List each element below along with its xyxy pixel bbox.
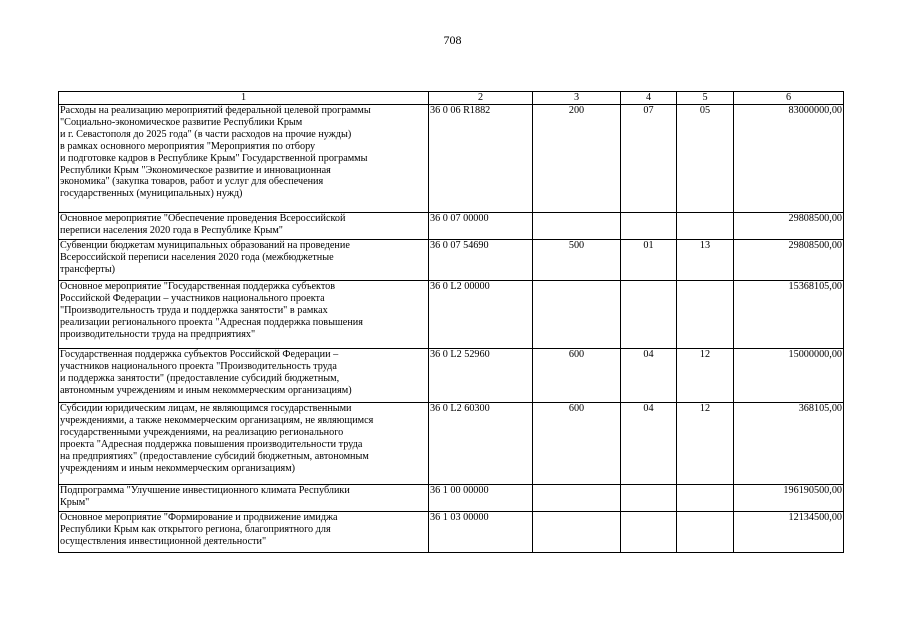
table-row	[59, 240, 844, 281]
page-number: 708	[443, 33, 462, 47]
expense-type	[533, 485, 621, 512]
column-header: 2	[429, 92, 533, 105]
table-row	[59, 485, 844, 512]
row-description: Основное мероприятие "Государственная поддержка субъектов Российской Федерации – участников национального проекта "Производительность труда и поддержка занятости" в рамках реализации регионального проекта "Адресная поддержка повышения производительности труда на предприятиях"	[59, 281, 429, 349]
row-description: Государственная поддержка субъектов Российской Федерации – участников национального проекта "Производительность труда и поддержка занятости" (предоставление субсидий бюджетным, автономным учреждениям и иным некоммерческим организациям)	[59, 349, 429, 403]
subsection: 12	[677, 349, 734, 403]
section	[621, 485, 677, 512]
column-header: 3	[533, 92, 621, 105]
column-header: 4	[621, 92, 677, 105]
amount: 196190500,00	[734, 485, 844, 512]
table-row	[59, 403, 844, 485]
expense-type: 600	[533, 349, 621, 403]
expense-type: 500	[533, 240, 621, 281]
subsection: 05	[677, 105, 734, 213]
table-row	[59, 349, 844, 403]
row-description: Субвенции бюджетам муниципальных образований на проведение Всероссийской переписи населения 2020 года (межбюджетные трансферты)	[59, 240, 429, 281]
section: 07	[621, 105, 677, 213]
expense-type: 200	[533, 105, 621, 213]
amount: 29808500,00	[734, 213, 844, 240]
amount: 15000000,00	[734, 349, 844, 403]
expense-type: 600	[533, 403, 621, 485]
column-header: 6	[734, 92, 844, 105]
amount: 15368105,00	[734, 281, 844, 349]
target-code: 36 0 06 R1882	[429, 105, 533, 213]
section: 04	[621, 349, 677, 403]
column-header: 1	[59, 92, 429, 105]
target-code: 36 1 00 00000	[429, 485, 533, 512]
amount: 368105,00	[734, 403, 844, 485]
row-description: Основное мероприятие "Обеспечение проведения Всероссийской переписи населения 2020 года в Республике Крым"	[59, 213, 429, 240]
section	[621, 281, 677, 349]
section	[621, 512, 677, 553]
row-description: Расходы на реализацию мероприятий федеральной целевой программы "Социально-экономическое развитие Республики Крым и г. Севастополя до 2025 года" (в части расходов на прочие нужды) в рамках основного мероприятия "Мероприятия по отбору и подготовке кадров в Республике Крым" Государственной программы Республики Крым "Экономическое развитие и инновационная экономика" (закупка товаров, работ и услуг для обеспечения государственных (муниципальных) нужд)	[59, 105, 429, 213]
table-row	[59, 105, 844, 213]
subsection	[677, 512, 734, 553]
expense-type	[533, 213, 621, 240]
amount: 83000000,00	[734, 105, 844, 213]
target-code: 36 0 07 54690	[429, 240, 533, 281]
target-code: 36 0 L2 00000	[429, 281, 533, 349]
header-row	[59, 92, 844, 105]
row-description: Субсидии юридическим лицам, не являющимся государственными учреждениями, а также некоммерческим организациям, не являющимся государственными учреждениями, на реализацию регионального проекта "Адресная поддержка повышения производительности труда на предприятиях" (предоставление субсидий бюджетным, автономным учреждениям и иным некоммерческим организациям)	[59, 403, 429, 485]
amount: 12134500,00	[734, 512, 844, 553]
subsection	[677, 281, 734, 349]
section	[621, 213, 677, 240]
subsection	[677, 485, 734, 512]
target-code: 36 0 L2 52960	[429, 349, 533, 403]
subsection	[677, 213, 734, 240]
amount: 29808500,00	[734, 240, 844, 281]
expense-type	[533, 512, 621, 553]
target-code: 36 0 07 00000	[429, 213, 533, 240]
subsection: 13	[677, 240, 734, 281]
target-code: 36 0 L2 60300	[429, 403, 533, 485]
table-row	[59, 512, 844, 553]
column-header: 5	[677, 92, 734, 105]
expense-type	[533, 281, 621, 349]
section: 04	[621, 403, 677, 485]
row-description: Основное мероприятие "Формирование и продвижение имиджа Республики Крым как открытого региона, благоприятного для осуществления инвестиционной деятельности"	[59, 512, 429, 553]
budget-table	[58, 91, 844, 553]
row-description: Подпрограмма "Улучшение инвестиционного климата Республики Крым"	[59, 485, 429, 512]
table-row	[59, 281, 844, 349]
subsection: 12	[677, 403, 734, 485]
table-row	[59, 213, 844, 240]
target-code: 36 1 03 00000	[429, 512, 533, 553]
section: 01	[621, 240, 677, 281]
